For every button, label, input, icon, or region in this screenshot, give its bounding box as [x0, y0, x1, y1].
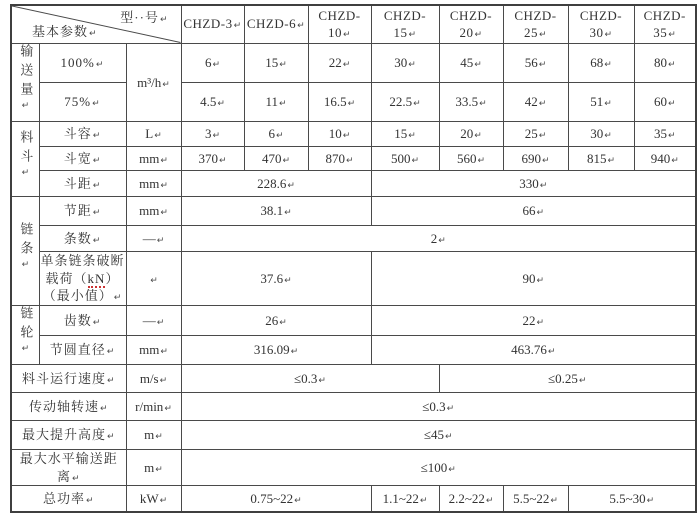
cell-text: 斗容 [63, 126, 92, 142]
cell-total-power-3 [503, 486, 568, 512]
cell-total-power-0 [181, 486, 371, 512]
cell-text: 1.1~22 [382, 490, 419, 506]
cell-text: CHZD-35 [643, 7, 686, 41]
group-label-capacity-100 [11, 43, 39, 122]
cell-text: 5.5~22 [513, 490, 550, 506]
paragraph-mark-icon: ↵ [278, 99, 287, 110]
paragraph-mark-icon: ↵ [345, 155, 354, 166]
cell-bucket-width-1 [244, 147, 308, 171]
paragraph-mark-icon: ↵ [604, 131, 612, 142]
cell-chain-breaking-load-1 [371, 252, 696, 306]
cell-text: 25 [524, 126, 538, 142]
cell-capacity-75-0 [181, 83, 244, 122]
cell-text: ≤45 [423, 427, 445, 443]
row-label-pitch-diameter [39, 335, 126, 364]
paragraph-mark-icon: ↵ [92, 99, 101, 110]
cell-capacity-100-7 [634, 43, 696, 83]
cell-text: CHZD-25 [514, 7, 557, 41]
cell-text: 690 [521, 150, 541, 166]
cell-text: 料斗运行速度 [21, 370, 106, 386]
cell-text: 68 [590, 55, 604, 71]
paragraph-mark-icon: ↵ [275, 131, 284, 142]
row-unit-max-lift-height [126, 421, 181, 450]
cell-bucket-volume-3 [371, 122, 439, 147]
cell-text: 总功率 [42, 490, 85, 506]
vertical-group-text [18, 222, 32, 276]
paragraph-mark-icon: ↵ [438, 235, 446, 246]
vertical-group-text [18, 44, 32, 117]
cell-text: 100% [60, 55, 95, 71]
paragraph-mark-icon: ↵ [95, 60, 105, 71]
cell-text: m/s [139, 370, 159, 386]
cell-text: 815 [586, 150, 607, 166]
row-label-bucket-pitch [39, 171, 126, 197]
cell-text: 单条链条破断载荷（kN）（最小值） [40, 253, 125, 304]
row-unit-chain-count [126, 226, 181, 252]
cell-text: 链轮 [18, 305, 34, 344]
cell-text: CHZD-3 [183, 16, 233, 32]
cell-text: 463.76 [511, 342, 547, 358]
paragraph-mark-icon: ↵ [477, 155, 486, 166]
paragraph-mark-icon: ↵ [536, 317, 545, 328]
paragraph-mark-icon: ↵ [106, 375, 116, 386]
paragraph-mark-icon: ↵ [342, 131, 351, 142]
cell-text: 51 [590, 94, 604, 110]
spec-table [10, 4, 697, 513]
cell-text: 16.5 [323, 94, 347, 110]
cell-text: 90 [522, 270, 536, 286]
paragraph-mark-icon: ↵ [485, 495, 494, 506]
paragraph-mark-icon: ↵ [155, 432, 163, 443]
paragraph-mark-icon: ↵ [538, 131, 547, 142]
paragraph-mark-icon: ↵ [159, 375, 168, 386]
paragraph-mark-icon: ↵ [85, 495, 95, 506]
row-label-shaft-speed [11, 393, 126, 421]
row-unit-shaft-speed [126, 393, 181, 421]
cell-text: 940 [650, 150, 671, 166]
paragraph-mark-icon: ↵ [233, 21, 242, 32]
paragraph-mark-icon: ↵ [212, 131, 221, 142]
cell-capacity-100-4 [439, 43, 503, 83]
cell-text: 6 [204, 55, 212, 71]
cell-text: 80 [653, 55, 667, 71]
row-unit-bucket-speed [126, 365, 181, 393]
cell-text: 斗距 [63, 175, 92, 191]
cell-capacity-100-0 [181, 43, 244, 83]
model-header-CHZD-10 [308, 5, 371, 43]
cell-text: L [145, 126, 154, 142]
cell-text: — [142, 230, 156, 246]
paragraph-mark-icon: ↵ [159, 15, 169, 25]
paragraph-mark-icon: ↵ [474, 60, 482, 71]
paragraph-mark-icon: ↵ [342, 30, 352, 41]
cell-bucket-width-7 [634, 147, 696, 171]
cell-capacity-100-5 [503, 43, 568, 83]
paragraph-mark-icon: ↵ [604, 30, 613, 41]
cell-text: 15 [394, 126, 408, 142]
cell-text: 30 [590, 126, 604, 142]
paragraph-mark-icon: ↵ [279, 60, 287, 71]
cell-text: 42 [524, 94, 538, 110]
cell-capacity-75-4 [439, 83, 503, 122]
cell-text: 链条 [18, 221, 34, 260]
cell-max-horizontal-distance-0 [181, 450, 696, 486]
paragraph-mark-icon: ↵ [284, 275, 292, 286]
row-unit-bucket-pitch [126, 171, 181, 197]
model-header-CHZD-25 [503, 5, 568, 43]
cell-text: mm [139, 175, 160, 191]
cell-text: r/min [135, 398, 164, 414]
paragraph-mark-icon: ↵ [297, 21, 306, 32]
cell-text: 15 [265, 55, 279, 71]
paragraph-mark-icon: ↵ [92, 208, 102, 219]
group-label-sprocket-teeth [11, 305, 39, 365]
cell-capacity-75-6 [568, 83, 634, 122]
cell-text: 38.1 [260, 203, 284, 219]
cell-text: ≤0.25 [548, 370, 578, 386]
paragraph-mark-icon: ↵ [671, 155, 679, 166]
cell-bucket-volume-5 [503, 122, 568, 147]
row-unit-capacity-100 [126, 43, 181, 122]
cell-bucket-width-4 [439, 147, 503, 171]
cell-text: 10 [328, 126, 342, 142]
paragraph-mark-icon: ↵ [212, 60, 221, 71]
cell-total-power-2 [439, 486, 503, 512]
paragraph-mark-icon: ↵ [284, 208, 292, 219]
cell-capacity-100-2 [308, 43, 371, 83]
cell-text: 500 [390, 150, 411, 166]
cell-bucket-volume-0 [181, 122, 244, 147]
paragraph-mark-icon: ↵ [604, 60, 612, 71]
cell-text: kW [139, 490, 159, 506]
header-corner-cell [11, 5, 181, 43]
paragraph-mark-icon: ↵ [646, 495, 655, 506]
cell-bucket-speed-1 [439, 365, 696, 393]
cell-text: 5.5~30 [609, 490, 646, 506]
paragraph-mark-icon: ↵ [604, 99, 612, 110]
paragraph-mark-icon: ↵ [408, 30, 417, 41]
group-label-bucket-volume [11, 122, 39, 197]
cell-text: mm [139, 150, 160, 166]
paragraph-mark-icon: ↵ [150, 275, 158, 286]
cell-text: 22 [328, 55, 342, 71]
cell-text: 节距 [63, 203, 92, 219]
cell-text: 型··号 [120, 10, 159, 25]
row-label-chain-pitch [39, 197, 126, 226]
paragraph-mark-icon: ↵ [536, 208, 545, 219]
row-label-bucket-volume [39, 122, 126, 147]
paragraph-mark-icon: ↵ [541, 155, 550, 166]
cell-bucket-volume-1 [244, 122, 308, 147]
cell-text: CHZD-10 [318, 7, 361, 41]
paragraph-mark-icon: ↵ [154, 131, 162, 142]
cell-capacity-100-6 [568, 43, 634, 83]
row-unit-pitch-diameter [126, 335, 181, 364]
cell-bucket-pitch-0 [181, 171, 371, 197]
cell-text: 30 [394, 55, 408, 71]
corner-model-label [120, 9, 168, 27]
paragraph-mark-icon: ↵ [156, 235, 165, 246]
cell-text: CHZD-6 [246, 16, 297, 32]
paragraph-mark-icon: ↵ [408, 131, 416, 142]
cell-text: CHZD-15 [383, 7, 427, 41]
row-label-max-lift-height [11, 421, 126, 450]
paragraph-mark-icon: ↵ [160, 155, 168, 166]
cell-text: 基本参数 [32, 23, 89, 39]
cell-text: 最大提升高度 [21, 427, 106, 443]
row-unit-bucket-width [126, 147, 181, 171]
paragraph-mark-icon: ↵ [156, 317, 165, 328]
paragraph-mark-icon: ↵ [155, 465, 163, 475]
cell-capacity-100-1 [244, 43, 308, 83]
cell-text: 75% [64, 94, 92, 110]
cell-chain-pitch-0 [181, 197, 371, 226]
cell-text: 2 [430, 230, 438, 246]
row-label-capacity-75 [39, 83, 126, 122]
cell-bucket-volume-2 [308, 122, 371, 147]
paragraph-mark-icon: ↵ [668, 30, 677, 41]
model-header-CHZD-35 [634, 5, 696, 43]
cell-pitch-diameter-0 [181, 335, 371, 364]
cell-text: 20 [460, 126, 474, 142]
cell-text: 节圆直径 [49, 342, 106, 358]
group-label-chain-pitch [11, 197, 39, 306]
cell-text: ≤0.3 [422, 398, 446, 414]
paragraph-mark-icon: ↵ [92, 155, 102, 166]
paragraph-mark-icon: ↵ [342, 60, 351, 71]
model-header-CHZD-3 [181, 5, 244, 43]
paragraph-mark-icon: ↵ [92, 180, 102, 191]
paragraph-mark-icon: ↵ [413, 99, 421, 110]
cell-text: 最大水平输送距离 [19, 451, 118, 484]
paragraph-mark-icon: ↵ [347, 99, 356, 110]
paragraph-mark-icon: ↵ [667, 60, 676, 71]
cell-text: ≤100 [420, 460, 448, 475]
cell-text: m [144, 460, 155, 475]
cell-text: 26 [265, 312, 279, 328]
paragraph-mark-icon: ↵ [20, 343, 31, 360]
paragraph-mark-icon: ↵ [538, 99, 547, 110]
cell-text: 370 [198, 150, 218, 166]
paragraph-mark-icon: ↵ [538, 60, 547, 71]
cell-text: 45 [460, 55, 474, 71]
cell-text: mm [139, 342, 160, 358]
row-unit-sprocket-teeth [126, 305, 181, 335]
paragraph-mark-icon: ↵ [92, 235, 102, 246]
paragraph-mark-icon: ↵ [287, 180, 295, 191]
cell-text: 4.5 [200, 94, 217, 110]
row-unit-total-power [126, 486, 181, 512]
model-header-CHZD-6 [244, 5, 308, 43]
row-label-chain-breaking-load [39, 252, 126, 306]
paragraph-mark-icon: ↵ [479, 99, 487, 110]
paragraph-mark-icon: ↵ [99, 403, 109, 414]
cell-text: 470 [261, 150, 282, 166]
cell-chain-pitch-1 [371, 197, 696, 226]
row-label-capacity-100 [39, 43, 126, 83]
paragraph-mark-icon: ↵ [113, 293, 123, 304]
cell-capacity-100-3 [371, 43, 439, 83]
model-header-CHZD-15 [371, 5, 439, 43]
cell-text: 228.6 [257, 175, 287, 191]
cell-max-lift-height-0 [181, 421, 696, 450]
model-header-CHZD-30 [568, 5, 634, 43]
cell-bucket-width-3 [371, 147, 439, 171]
cell-text: 33.5 [455, 94, 479, 110]
cell-text: 22.5 [389, 94, 413, 110]
paragraph-mark-icon: ↵ [547, 347, 556, 358]
cell-text: 56 [524, 55, 538, 71]
cell-capacity-75-7 [634, 83, 696, 122]
row-label-max-horizontal-distance [11, 450, 126, 486]
cell-text: mm [139, 203, 160, 219]
cell-text: 66 [522, 203, 536, 219]
row-label-chain-count [39, 226, 126, 252]
paragraph-mark-icon: ↵ [446, 403, 455, 414]
paragraph-mark-icon: ↵ [164, 403, 172, 414]
cell-shaft-speed-0 [181, 393, 696, 421]
row-unit-bucket-volume [126, 122, 181, 147]
paragraph-mark-icon: ↵ [282, 155, 291, 166]
paragraph-mark-icon: ↵ [448, 465, 456, 475]
paragraph-mark-icon: ↵ [408, 60, 416, 71]
cell-bucket-volume-6 [568, 122, 634, 147]
cell-sprocket-teeth-0 [181, 305, 371, 335]
cell-text: 316.09 [253, 342, 290, 358]
cell-text: ≤0.3 [294, 370, 318, 386]
cell-bucket-width-6 [568, 147, 634, 171]
model-header-CHZD-20 [439, 5, 503, 43]
paragraph-mark-icon: ↵ [667, 131, 676, 142]
paragraph-mark-icon: ↵ [71, 473, 81, 484]
paragraph-mark-icon: ↵ [279, 317, 287, 328]
paragraph-mark-icon: ↵ [20, 167, 31, 184]
cell-text: m³/h [137, 74, 162, 90]
row-unit-chain-pitch [126, 197, 181, 226]
cell-bucket-width-2 [308, 147, 371, 171]
cell-text: — [142, 312, 156, 328]
cell-text: 330 [519, 175, 539, 191]
cell-capacity-75-5 [503, 83, 568, 122]
cell-text: 560 [456, 150, 477, 166]
paragraph-mark-icon: ↵ [419, 495, 428, 506]
cell-text: 条数 [63, 230, 92, 246]
paragraph-mark-icon: ↵ [667, 99, 676, 110]
paragraph-mark-icon: ↵ [538, 30, 548, 41]
paragraph-mark-icon: ↵ [550, 495, 558, 506]
cell-text: 输送量 [18, 43, 34, 101]
cell-bucket-width-5 [503, 147, 568, 171]
cell-bucket-pitch-1 [371, 171, 696, 197]
paragraph-mark-icon: ↵ [20, 259, 31, 276]
paragraph-mark-icon: ↵ [106, 347, 116, 358]
cell-bucket-speed-0 [181, 365, 439, 393]
paragraph-mark-icon: ↵ [474, 30, 483, 41]
paragraph-mark-icon: ↵ [578, 375, 587, 386]
paragraph-mark-icon: ↵ [539, 180, 548, 191]
paragraph-mark-icon: ↵ [474, 131, 482, 142]
cell-sprocket-teeth-1 [371, 305, 696, 335]
cell-chain-count-0 [181, 226, 696, 252]
cell-total-power-4 [568, 486, 696, 512]
cell-chain-breaking-load-0 [181, 252, 371, 306]
cell-bucket-width-0 [181, 147, 244, 171]
spellcheck-underline: kN [87, 270, 106, 286]
paragraph-mark-icon: ↵ [92, 131, 102, 142]
cell-text: 齿数 [63, 312, 92, 328]
paragraph-mark-icon: ↵ [92, 317, 102, 328]
paragraph-mark-icon: ↵ [160, 208, 168, 219]
cell-capacity-75-3 [371, 83, 439, 122]
cell-text: 2.2~22 [448, 490, 485, 506]
paragraph-mark-icon: ↵ [20, 100, 31, 117]
paragraph-mark-icon: ↵ [106, 432, 116, 443]
paragraph-mark-icon: ↵ [160, 180, 168, 191]
vertical-group-text [18, 306, 32, 360]
row-label-total-power [11, 486, 126, 512]
cell-text: CHZD-30 [579, 7, 623, 41]
row-unit-max-horizontal-distance [126, 450, 181, 486]
paragraph-mark-icon: ↵ [445, 432, 453, 443]
paragraph-mark-icon: ↵ [160, 347, 168, 358]
cell-text: 传动轴转速 [28, 398, 99, 414]
paragraph-mark-icon: ↵ [294, 495, 302, 506]
paragraph-mark-icon: ↵ [218, 155, 227, 166]
paragraph-mark-icon: ↵ [318, 375, 326, 386]
cell-text: 料斗 [18, 129, 34, 168]
corner-params-label [32, 23, 98, 41]
cell-text: 22 [522, 312, 536, 328]
cell-text: 60 [653, 94, 667, 110]
cell-text: 6 [268, 126, 275, 142]
cell-text: 35 [653, 126, 667, 142]
cell-text: m [144, 427, 155, 443]
cell-bucket-volume-4 [439, 122, 503, 147]
paragraph-mark-icon: ↵ [607, 155, 616, 166]
cell-text: 870 [325, 150, 345, 166]
row-label-bucket-speed [11, 365, 126, 393]
cell-capacity-75-2 [308, 83, 371, 122]
cell-text: 37.6 [260, 270, 284, 286]
vertical-group-text [18, 130, 32, 184]
paragraph-mark-icon: ↵ [89, 28, 98, 39]
row-label-bucket-width [39, 147, 126, 171]
cell-pitch-diameter-1 [371, 335, 696, 364]
cell-text: CHZD-20 [449, 7, 493, 41]
cell-text: 斗宽 [63, 150, 92, 166]
paragraph-mark-icon: ↵ [159, 495, 168, 506]
cell-capacity-75-1 [244, 83, 308, 122]
cell-total-power-1 [371, 486, 439, 512]
paragraph-mark-icon: ↵ [290, 347, 299, 358]
cell-bucket-volume-7 [634, 122, 696, 147]
row-label-sprocket-teeth [39, 305, 126, 335]
paragraph-mark-icon: ↵ [411, 155, 420, 166]
row-unit-chain-breaking-load [126, 252, 181, 306]
paragraph-mark-icon: ↵ [217, 99, 225, 110]
cell-text: 3 [204, 126, 212, 142]
paragraph-mark-icon: ↵ [162, 79, 170, 90]
cell-text: 0.75~22 [250, 490, 294, 506]
paragraph-mark-icon: ↵ [536, 275, 545, 286]
cell-text: 11 [265, 94, 278, 110]
